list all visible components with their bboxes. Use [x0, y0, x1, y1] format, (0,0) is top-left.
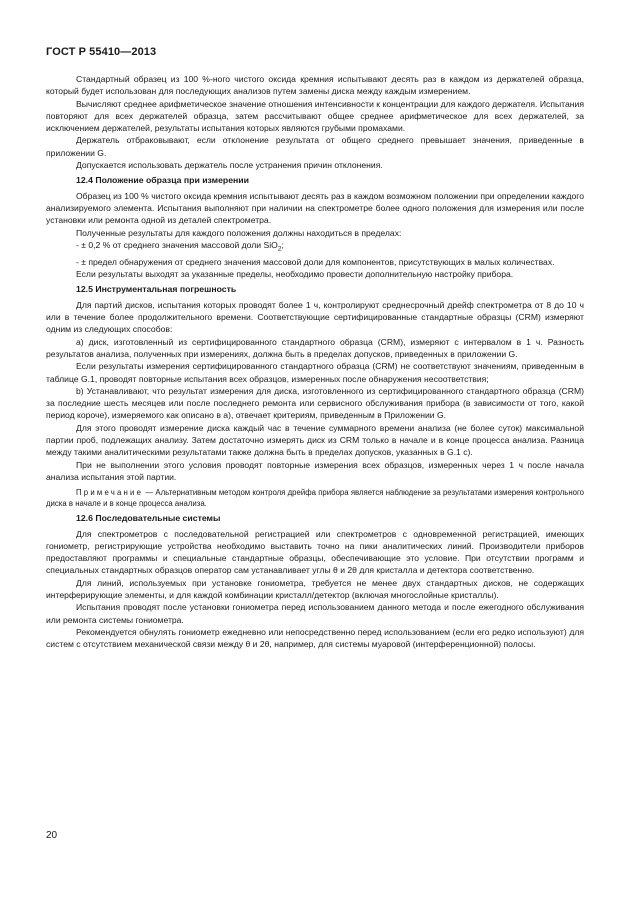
- document-header: ГОСТ Р 55410—2013: [46, 46, 157, 58]
- paragraph: Рекомендуется обнулять гониометр ежедневно или непосредственно перед использованием (если его редко используют) для систем с отсутствием механической связи между θ и 2θ, например, для системы муаровой (интерференционной) полосы.: [46, 626, 584, 650]
- note-label: Примечание: [76, 488, 144, 498]
- paragraph: а) диск, изготовленный из сертифицированного стандартного образца (CRM), измеряют с интервалом в 1 ч. Разность результатов анализа, полученных при измерениях, должна быть в пределах допусков, приведенных в приложении G.: [46, 336, 584, 359]
- paragraph: Полученные результаты для каждого положения должны находиться в пределах:: [76, 227, 402, 238]
- paragraph: Для партий дисков, испытания которых проводят более 1 ч, контролируют среднесрочный дрейф спектрометра от 8 до 10 ч или в течение более продолжительного времени. Соответствующие сертифицированные стандартные образцы (CRM) измеряют одним из следующих способов:: [46, 299, 584, 335]
- note-text: — Альтернативным методом контроля дрейфа прибора является наблюдение за результатами измерения контрольного диска в начале и в конце процесса анализа.: [46, 488, 584, 509]
- paragraph: При не выполнении этого условия проводят повторные измерения всех образцов, измеренных через 1 ч после начала анализа испытания этой партии.: [46, 459, 584, 482]
- paragraph: Если результаты измерения сертифицированного стандартного образца (CRM) не соответствуют значениям, приведенным в таблице G.1, проводят повторные испытания всех образцов, измеренных после обнаружения несоответствия;: [46, 361, 584, 384]
- document-body: [46, 73, 584, 650]
- paragraph: Для линий, используемых при установке гониометра, требуется не менее двух стандартных дисков, не содержащих интерферирующие элементы, и для каждой комбинации кристалл/детектор (включая многослойные кристаллы).: [46, 577, 584, 600]
- list-item-text: - ± 0,2 % от среднего значения массовой доли SiO: [76, 239, 278, 250]
- paragraph: b) Устанавливают, что результат измерения для диска, изготовленного из сертифицированного стандартного образца (CRM) за последние шесть месяцев или после последнего ремонта или сервисного обслуживания прибора (в зависимости от того, какой период короче), измеряемого как описано в а), отвечает критериям, приведенным в Приложении G.: [46, 385, 584, 421]
- paragraph: Испытания проводят после установки гониометра перед использованием данного метода и после ежегодного обслуживания или ремонта системы гониометра.: [46, 602, 584, 625]
- page-number: 20: [46, 830, 58, 841]
- paragraph: Стандартный образец из 100 %-ного чистого оксида кремния испытывают десять раз в каждом из держателей образца, который будет использован для последующих анализов путем замены диска между каждым измерением.: [46, 74, 584, 97]
- paragraph: Образец из 100 % чистого оксида кремния испытывают десять раз в каждом возможном положении при определении каждого анализируемого элемента. Испытания выполняют при наличии на спектрометре более одного положения для измерения или после установки или ремонта одной из деталей спектрометра.: [46, 190, 584, 226]
- list-item: [46, 239, 584, 256]
- section-heading-12-5: 12.5 Инструментальная погрешность: [76, 284, 237, 295]
- list-item-suffix: ;: [281, 239, 284, 250]
- section-heading-12-4: 12.4 Положение образца при измерении: [76, 175, 249, 186]
- paragraph: Допускается использовать держатель после устранения причин отклонения.: [76, 160, 383, 171]
- note: [46, 487, 584, 509]
- list-item: - ± предел обнаружения от среднего значения массовой доли для компонентов, присутствующих в малых количествах.: [76, 256, 555, 267]
- paragraph: Вычисляют среднее арифметическое значение отношения интенсивности к концентрации для каждого держателя. Испытания повторяют для всех держателей образца, затем рассчитывают общее среднее арифметическое для всех держателей, за исключением держателей, результаты испытания которых являются грубыми промахами.: [46, 98, 584, 134]
- paragraph: Если результаты выходят за указанные пределы, необходимо провести дополнительную настройку прибора.: [76, 269, 514, 280]
- section-heading-12-6: 12.6 Последовательные системы: [76, 513, 221, 524]
- subscript: 2: [277, 245, 282, 253]
- paragraph: Для этого проводят измерение диска каждый час в течение суммарного времени анализа (не более суток) максимальной партии проб, подлежащих анализу. Затем достаточно измерять диск из CRM только в начале и в конце процесса анализа. Разница между такими аналитическими результатами также должна быть в пределах допусков, указанных в G.1 с).: [46, 422, 584, 458]
- paragraph: Держатель отбраковывают, если отклонение результата от общего среднего превышает значения, приведенные в приложении G.: [46, 135, 584, 158]
- paragraph: Для спектрометров с последовательной регистрацией или спектрометров с одновременной регистрацией, имеющих гониометр, регистрирующие устройства необходимо выставить точно на пики аналитических линий. Производители приборов предоставляют программы и специальные стандартные образцы, обеспечивающие это условие. При отсутствии программ и специальных стандартных образцов оператор сам устанавливает углы θ и 2θ для кристалла и детектора соответственно.: [46, 528, 584, 576]
